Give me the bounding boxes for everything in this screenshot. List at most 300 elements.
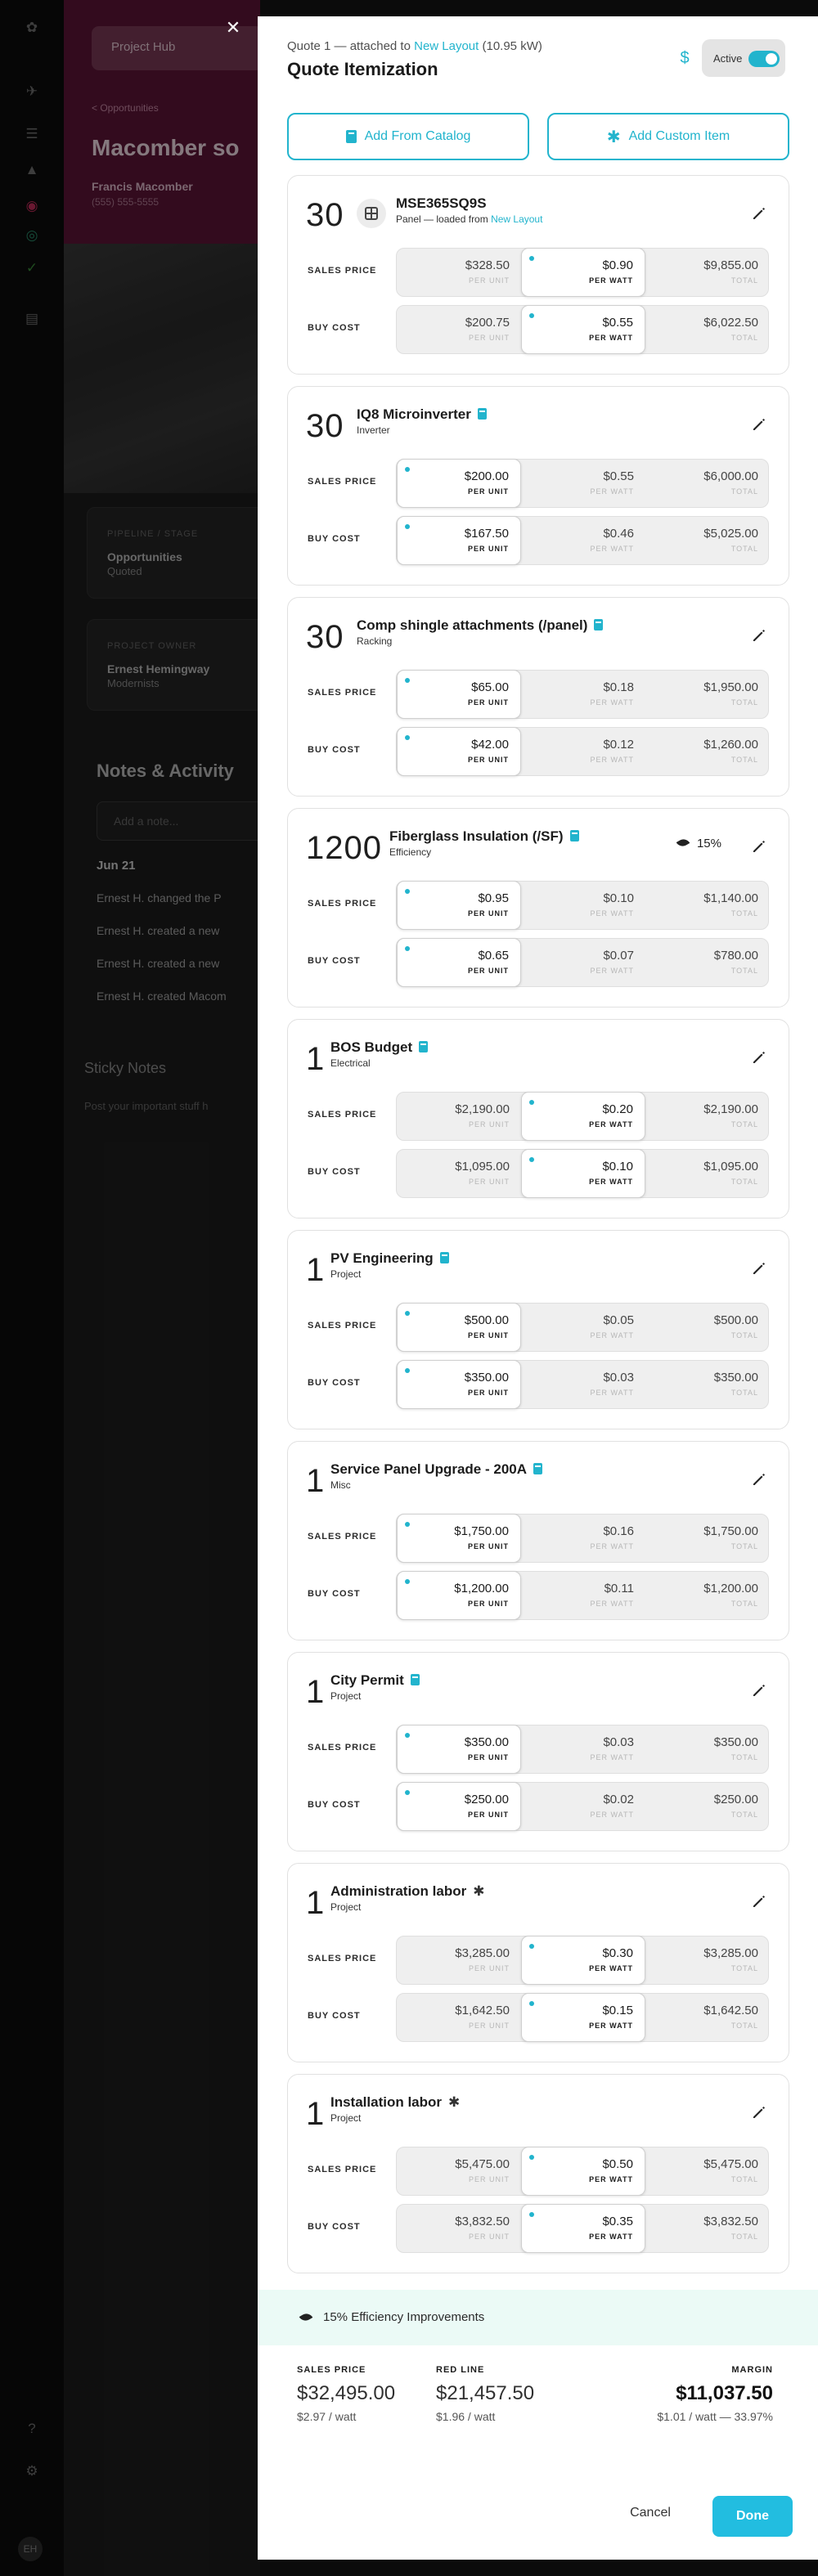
sales-price-total-segment[interactable] [645, 2147, 770, 2195]
buy-cost-total-value: $5,025.00 [703, 527, 758, 541]
line-item-card [287, 1230, 789, 1429]
buy-cost-unit-segment[interactable] [397, 1571, 521, 1620]
buy-cost-watt-segment[interactable] [521, 728, 645, 775]
avatar[interactable]: EH [18, 2537, 43, 2561]
buy-cost-watt-segment[interactable] [521, 1993, 645, 2042]
flame-icon[interactable]: ▲ [25, 162, 39, 177]
sales-price-unit-segment[interactable] [397, 1936, 521, 1984]
sales-price-unit-value: $0.95 [478, 891, 509, 905]
buy-cost-watt-unit: PER WATT [590, 967, 634, 975]
done-button[interactable]: Done [712, 2496, 793, 2537]
sales-price-track [396, 1725, 769, 1774]
sales-price-label: SALES PRICE [308, 2165, 377, 2174]
active-label: Active [713, 52, 743, 65]
active-toggle[interactable] [748, 51, 780, 67]
buy-cost-total-unit: TOTAL [730, 1389, 758, 1397]
add-custom-item-button[interactable] [547, 113, 789, 160]
sales-price-watt-value: $0.18 [603, 680, 634, 694]
buy-cost-unit-unit: PER UNIT [467, 1389, 509, 1397]
buy-cost-unit-value: $1,095.00 [455, 1160, 510, 1174]
sales-price-track [396, 670, 769, 719]
sales-price-unit-unit: PER UNIT [467, 1331, 509, 1340]
sales-price-unit-segment[interactable] [397, 459, 521, 508]
buy-cost-watt-segment[interactable] [521, 1572, 645, 1619]
sales-price-total-value: $1,750.00 [703, 1524, 758, 1538]
red-line-label: RED LINE [436, 2365, 485, 2375]
buy-cost-watt-value: $0.12 [603, 738, 634, 752]
sales-price-label: SALES PRICE [308, 1321, 377, 1331]
note-input[interactable]: Add a note... [97, 801, 285, 841]
buy-cost-total-segment[interactable] [645, 1361, 770, 1408]
buy-cost-watt-segment[interactable] [521, 1783, 645, 1830]
line-item-card [287, 1441, 789, 1640]
sales-price-watt-value: $0.90 [602, 258, 633, 272]
sales-price-unit-unit: PER UNIT [468, 1964, 510, 1972]
sales-price-label: SALES PRICE [308, 1743, 377, 1752]
dollar-icon[interactable]: $ [680, 49, 690, 67]
sales-price-watt-segment[interactable] [521, 2147, 645, 2196]
settings-icon[interactable]: ⚙ [25, 2463, 38, 2479]
buy-cost-watt-unit: PER WATT [589, 2022, 633, 2030]
sales-price-unit-segment[interactable] [397, 670, 521, 719]
sales-price-total-unit: TOTAL [730, 1964, 758, 1972]
sales-price-label: SALES PRICE [308, 1954, 377, 1963]
catalog-icon [419, 1041, 428, 1052]
item-category [330, 1690, 361, 1702]
buy-cost-total-value: $350.00 [713, 1371, 758, 1384]
buy-cost-label: BUY COST [308, 1800, 361, 1810]
sales-price-unit-segment[interactable] [397, 249, 521, 296]
leaf-icon [676, 837, 690, 849]
layout-kw: (10.95 kW) [479, 39, 542, 53]
buy-cost-unit-unit: PER UNIT [468, 1178, 510, 1186]
dial-icon[interactable]: ◎ [25, 227, 38, 243]
buy-cost-unit-value: $200.75 [465, 316, 510, 330]
asterisk-icon: ✱ [606, 128, 621, 146]
sales-price-watt-unit: PER WATT [589, 1964, 633, 1972]
line-item-card [287, 808, 789, 1008]
owner-label: PROJECT OWNER [107, 641, 197, 651]
doc-icon[interactable]: ▤ [25, 311, 39, 326]
project-hub-search[interactable]: Project Hub [92, 26, 263, 70]
sales-price-total-segment[interactable] [645, 460, 770, 507]
buy-cost-watt-value: $0.11 [604, 1582, 634, 1595]
sales-price-track [396, 1303, 769, 1352]
sales-price-track [396, 1092, 769, 1141]
buy-cost-unit-segment[interactable] [397, 938, 521, 987]
edit-pencil-icon[interactable] [749, 626, 769, 645]
sales-price-watt-unit: PER WATT [589, 2175, 633, 2183]
sales-price-watt-value: $0.55 [603, 469, 634, 483]
sales-price-unit-unit: PER UNIT [467, 1753, 509, 1761]
item-category [330, 1901, 361, 1913]
list-icon[interactable]: ☰ [25, 126, 38, 141]
edit-pencil-icon[interactable] [749, 1892, 769, 1911]
edit-pencil-icon[interactable] [749, 1681, 769, 1700]
sales-price-total-value: $3,285.00 [703, 1946, 758, 1960]
buy-cost-watt-value: $0.46 [603, 527, 634, 541]
leaf-icon [299, 2311, 313, 2323]
sales-price-watt-unit: PER WATT [590, 1542, 634, 1551]
efficiency-badge [677, 837, 721, 850]
buy-cost-unit-unit: PER UNIT [468, 334, 510, 342]
buy-cost-total-segment[interactable] [645, 306, 770, 353]
sales-price-total-value: $1,950.00 [703, 680, 758, 694]
activity-item: Ernest H. created Macom [97, 990, 227, 1003]
buy-cost-label: BUY COST [308, 534, 361, 544]
line-item-card [287, 1863, 789, 2062]
sales-price-per-watt: $2.97 / watt [297, 2410, 357, 2423]
sales-price-total-unit: TOTAL [730, 276, 758, 285]
buy-cost-unit-segment[interactable] [397, 1782, 521, 1831]
buy-cost-watt-segment[interactable] [521, 305, 645, 354]
buy-cost-unit-unit: PER UNIT [467, 756, 509, 764]
item-category-text: Electrical [330, 1057, 371, 1069]
item-quantity[interactable]: 30 [306, 619, 344, 655]
sales-price-watt-segment[interactable] [521, 248, 645, 297]
item-name [330, 1039, 428, 1056]
sales-price-watt-unit: PER WATT [590, 909, 634, 918]
item-name-text: Administration labor [330, 1883, 467, 1899]
buy-cost-watt-unit: PER WATT [590, 545, 634, 553]
active-pill [702, 39, 785, 77]
custom-item-icon: ✱ [473, 1883, 485, 1899]
sales-price-watt-unit: PER WATT [589, 1120, 633, 1129]
buy-cost-total-value: $6,022.50 [703, 316, 758, 330]
sales-price-unit-segment[interactable] [397, 1514, 521, 1563]
sales-price-watt-unit: PER WATT [590, 487, 634, 496]
edit-pencil-icon[interactable] [749, 1048, 769, 1067]
customer-phone: (555) 555-5555 [92, 196, 160, 208]
check-icon[interactable]: ✓ [25, 260, 38, 276]
red-line-per-watt: $1.96 / watt [436, 2410, 496, 2423]
line-item-card [287, 2074, 789, 2273]
buy-cost-unit-unit: PER UNIT [467, 545, 509, 553]
buy-cost-watt-value: $0.15 [602, 2004, 633, 2017]
project-title: Macomber so [92, 135, 240, 160]
item-category-text: Efficiency [389, 846, 432, 858]
item-category-text: Misc [330, 1479, 351, 1491]
buy-cost-unit-segment[interactable] [397, 2205, 521, 2252]
item-quantity[interactable]: 1 [306, 1463, 326, 1499]
activity-item: Ernest H. created a new [97, 924, 220, 937]
item-name [389, 828, 579, 845]
buy-cost-watt-segment[interactable] [521, 1361, 645, 1408]
buy-cost-unit-segment[interactable] [397, 306, 521, 353]
sales-price-unit-unit: PER UNIT [467, 487, 509, 496]
sales-price-total-value: $2,190.00 [703, 1102, 758, 1116]
item-quantity[interactable]: 1 [306, 1674, 326, 1710]
buy-cost-watt-unit: PER WATT [590, 1811, 634, 1819]
item-name [330, 1461, 542, 1478]
sales-price-track [396, 1514, 769, 1563]
drawer-header [258, 16, 818, 90]
plane-icon[interactable]: ✈ [25, 83, 38, 99]
sales-price-total-segment[interactable] [645, 671, 770, 718]
buy-cost-total-value: $1,095.00 [703, 1160, 758, 1174]
buy-cost-total-segment[interactable] [645, 1783, 770, 1830]
pipeline-stage: Quoted [107, 565, 142, 577]
buy-cost-total-unit: TOTAL [730, 1178, 758, 1186]
buy-cost-total-segment[interactable] [645, 728, 770, 775]
buy-cost-label: BUY COST [308, 1167, 361, 1177]
buy-cost-unit-segment[interactable] [397, 516, 521, 565]
sales-price-unit-value: $350.00 [464, 1735, 509, 1749]
item-name [357, 617, 603, 634]
sales-price-watt-unit: PER WATT [590, 698, 634, 707]
sales-price-unit-value: $1,750.00 [454, 1524, 509, 1538]
sales-price-label: SALES PRICE [308, 899, 377, 909]
sales-price-total-segment[interactable] [645, 1515, 770, 1562]
item-name-text: BOS Budget [330, 1039, 413, 1055]
margin-label: MARGIN [731, 2365, 773, 2375]
sales-price-watt-segment[interactable] [521, 882, 645, 929]
item-name-text: Installation labor [330, 2094, 443, 2110]
sales-price-total-segment[interactable] [645, 1936, 770, 1984]
item-category [396, 213, 542, 225]
sales-price-total-value: $1,140.00 [703, 891, 758, 905]
sales-price-watt-value: $0.16 [603, 1524, 634, 1538]
buy-cost-unit-segment[interactable] [397, 1150, 521, 1197]
item-category-text: Project [330, 1901, 362, 1913]
buy-cost-watt-unit: PER WATT [590, 756, 634, 764]
buy-cost-watt-segment[interactable] [521, 517, 645, 564]
buy-cost-watt-unit: PER WATT [589, 334, 633, 342]
toggle-knob [766, 53, 777, 65]
activity-item: Ernest H. changed the P [97, 891, 222, 904]
alert-icon[interactable]: ◉ [25, 198, 38, 213]
edit-pencil-icon[interactable] [749, 1259, 769, 1278]
sticky-notes-title: Sticky Notes [84, 1060, 167, 1076]
sales-price-unit-value: $3,285.00 [455, 1946, 510, 1960]
sales-price-unit-unit: PER UNIT [467, 1542, 509, 1551]
sales-price-total-unit: TOTAL [730, 909, 758, 918]
buy-cost-label: BUY COST [308, 323, 361, 333]
sales-price-track [396, 881, 769, 930]
catalog-icon [594, 619, 603, 631]
sales-price-total-segment[interactable] [645, 1726, 770, 1773]
sales-price-total-unit: TOTAL [730, 1120, 758, 1129]
sales-price-unit-segment[interactable] [397, 881, 521, 930]
buy-cost-track [396, 1571, 769, 1620]
item-category [330, 1479, 351, 1491]
sales-price-unit-value: $200.00 [464, 469, 509, 483]
cancel-button[interactable]: Cancel [630, 2506, 671, 2520]
buy-cost-total-segment[interactable] [645, 517, 770, 564]
catalog-icon [440, 1252, 449, 1263]
sales-price-unit-segment[interactable] [397, 1093, 521, 1140]
notes-title: Notes & Activity [97, 761, 234, 781]
add-custom-item-label: Add Custom Item [628, 129, 730, 143]
buy-cost-total-unit: TOTAL [730, 2233, 758, 2241]
buy-cost-unit-value: $0.65 [478, 949, 509, 963]
item-category [389, 846, 431, 858]
sales-price-total-segment[interactable] [645, 1093, 770, 1140]
item-category-text: Panel — loaded from [396, 213, 492, 225]
buy-cost-track [396, 1360, 769, 1409]
buy-cost-total-segment[interactable] [645, 1994, 770, 2041]
add-from-catalog-button[interactable] [287, 113, 529, 160]
buy-cost-total-segment[interactable] [645, 1150, 770, 1197]
item-name-text: Comp shingle attachments (/panel) [357, 617, 588, 633]
owner-value: Ernest Hemingway [107, 662, 210, 675]
item-name [396, 195, 487, 212]
sales-price-watt-segment[interactable] [521, 1726, 645, 1773]
margin-total: $11,037.50 [676, 2382, 773, 2404]
sales-price-watt-segment[interactable] [521, 460, 645, 507]
sales-price-unit-segment[interactable] [397, 1303, 521, 1352]
sales-price-unit-segment[interactable] [397, 2147, 521, 2195]
quote-itemization-drawer [258, 16, 818, 2560]
sales-price-track [396, 459, 769, 508]
activity-item: Ernest H. created a new [97, 957, 220, 970]
sales-price-total-segment[interactable] [645, 249, 770, 296]
buy-cost-unit-value: $1,200.00 [454, 1582, 509, 1595]
sales-price-total-unit: TOTAL [730, 698, 758, 707]
buy-cost-watt-unit: PER WATT [590, 1389, 634, 1397]
item-category [330, 1268, 361, 1280]
sales-price-total-unit: TOTAL [730, 1331, 758, 1340]
item-category-text: Inverter [357, 424, 390, 436]
buy-cost-watt-value: $0.10 [602, 1160, 633, 1174]
catalog-icon [533, 1463, 542, 1474]
edit-pencil-icon[interactable] [749, 1470, 769, 1489]
line-item-card [287, 1652, 789, 1851]
sales-price-total-segment[interactable] [645, 882, 770, 929]
buy-cost-track [396, 305, 769, 354]
buy-cost-watt-segment[interactable] [521, 1149, 645, 1198]
buy-cost-unit-segment[interactable] [397, 727, 521, 776]
item-quantity[interactable]: 30 [306, 408, 344, 444]
sales-price-unit-value: $2,190.00 [455, 1102, 510, 1116]
page-title: Quote Itemization [287, 59, 438, 79]
item-name [330, 1672, 420, 1689]
efficiency-percent: 15% [696, 837, 721, 850]
buy-cost-total-value: $1,260.00 [703, 738, 758, 752]
sales-price-total-value: $350.00 [713, 1735, 758, 1749]
buy-cost-unit-segment[interactable] [397, 1994, 521, 2041]
buy-cost-label: BUY COST [308, 2011, 361, 2021]
item-name-text: IQ8 Microinverter [357, 406, 471, 422]
sales-price-total-unit: TOTAL [730, 1753, 758, 1761]
buy-cost-unit-value: $3,832.50 [455, 2215, 510, 2228]
layout-link[interactable]: New Layout [491, 213, 543, 225]
buy-cost-watt-value: $0.07 [603, 949, 634, 963]
buy-cost-label: BUY COST [308, 1589, 361, 1599]
help-icon[interactable]: ? [28, 2421, 36, 2436]
buy-cost-track [396, 938, 769, 987]
sales-price-label: SALES PRICE [297, 2365, 366, 2375]
sales-price-total-unit: TOTAL [730, 2175, 758, 2183]
buy-cost-total-unit: TOTAL [730, 1600, 758, 1608]
sales-price-watt-segment[interactable] [521, 1092, 645, 1141]
buy-cost-label: BUY COST [308, 956, 361, 966]
buy-cost-unit-unit: PER UNIT [467, 1600, 509, 1608]
buy-cost-unit-value: $167.50 [464, 527, 509, 541]
sales-price-track [396, 2147, 769, 2196]
item-quantity[interactable]: 1200 [306, 830, 382, 866]
sales-price-total-value: $6,000.00 [703, 469, 758, 483]
sales-price-watt-segment[interactable] [521, 1304, 645, 1351]
back-link[interactable]: < Opportunities [92, 102, 159, 114]
customer-name: Francis Macomber [92, 180, 193, 193]
sales-price-unit-value: $500.00 [464, 1313, 509, 1327]
sales-price-unit-segment[interactable] [397, 1725, 521, 1774]
sales-price-watt-value: $0.03 [603, 1735, 634, 1749]
sales-price-total-unit: TOTAL [730, 487, 758, 496]
sales-price-label: SALES PRICE [308, 688, 377, 698]
buy-cost-total-value: $1,200.00 [703, 1582, 758, 1595]
close-icon[interactable]: ✕ [225, 17, 241, 38]
layout-link[interactable]: New Layout [414, 39, 479, 53]
item-name-text: MSE365SQ9S [396, 195, 487, 211]
sticky-notes-hint: Post your important stuff h [84, 1100, 209, 1112]
panel-product-icon [357, 199, 386, 228]
edit-pencil-icon[interactable] [749, 837, 769, 856]
edit-pencil-icon[interactable] [749, 204, 769, 223]
sales-price-watt-segment[interactable] [521, 1515, 645, 1562]
line-item-card [287, 175, 789, 375]
buy-cost-watt-segment[interactable] [521, 2204, 645, 2253]
sales-price-watt-value: $0.30 [602, 1946, 633, 1960]
item-quantity[interactable]: 30 [306, 197, 344, 233]
line-item-card [287, 1019, 789, 1218]
buy-cost-total-unit: TOTAL [730, 545, 758, 553]
buy-cost-watt-unit: PER WATT [589, 2233, 633, 2241]
sales-price-watt-segment[interactable] [521, 671, 645, 718]
item-quantity[interactable]: 1 [306, 1885, 326, 1921]
catalog-icon [346, 130, 357, 143]
buy-cost-unit-segment[interactable] [397, 1360, 521, 1409]
sales-price-total-segment[interactable] [645, 1304, 770, 1351]
item-quantity[interactable]: 1 [306, 2096, 326, 2132]
edit-pencil-icon[interactable] [749, 415, 769, 434]
buy-cost-watt-value: $0.02 [603, 1793, 634, 1806]
sales-price-total-unit: TOTAL [730, 1542, 758, 1551]
sales-price-label: SALES PRICE [308, 1532, 377, 1542]
sales-price-track [396, 248, 769, 297]
sales-price-watt-unit: PER WATT [590, 1753, 634, 1761]
buy-cost-label: BUY COST [308, 1378, 361, 1388]
buy-cost-watt-value: $0.35 [602, 2215, 633, 2228]
buy-cost-unit-value: $350.00 [464, 1371, 509, 1384]
sales-price-track [396, 1936, 769, 1985]
buy-cost-track [396, 1782, 769, 1831]
buy-cost-track [396, 727, 769, 776]
buy-cost-total-segment[interactable] [645, 939, 770, 986]
buy-cost-total-value: $250.00 [713, 1793, 758, 1806]
line-item-card [287, 597, 789, 797]
sales-price-watt-segment[interactable] [521, 1936, 645, 1985]
sales-price-watt-unit: PER WATT [589, 276, 633, 285]
pipeline-value: Opportunities [107, 550, 182, 563]
item-name-text: Service Panel Upgrade - 200A [330, 1461, 528, 1477]
item-quantity[interactable]: 1 [306, 1041, 326, 1077]
buy-cost-unit-value: $42.00 [471, 738, 509, 752]
buy-cost-watt-segment[interactable] [521, 939, 645, 986]
item-category [330, 2112, 361, 2124]
edit-pencil-icon[interactable] [749, 2103, 769, 2122]
item-name [330, 1883, 484, 1900]
item-quantity[interactable]: 1 [306, 1252, 326, 1288]
sales-price-unit-unit: PER UNIT [468, 2175, 510, 2183]
buy-cost-watt-value: $0.03 [603, 1371, 634, 1384]
sales-price-watt-value: $0.05 [603, 1313, 634, 1327]
buy-cost-label: BUY COST [308, 745, 361, 755]
buy-cost-total-segment[interactable] [645, 1572, 770, 1619]
buy-cost-total-segment[interactable] [645, 2205, 770, 2252]
buy-cost-unit-unit: PER UNIT [468, 2233, 510, 2241]
